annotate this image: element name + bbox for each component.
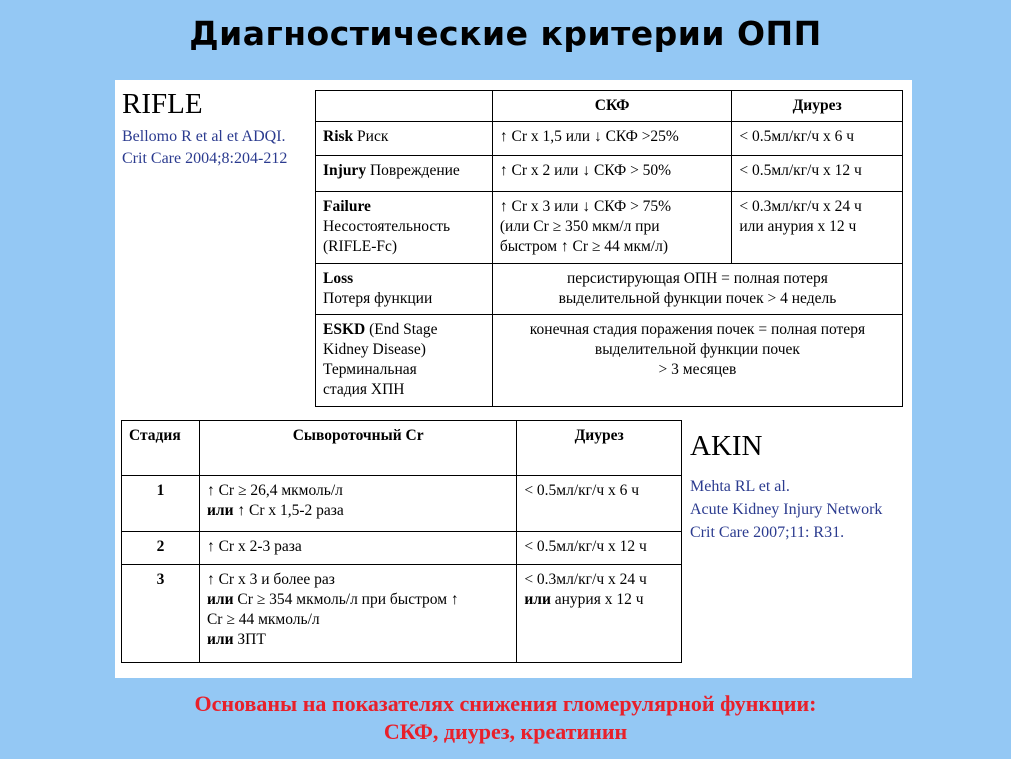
header-stage: Стадия — [122, 421, 200, 476]
table-row — [122, 565, 682, 663]
header-cr: Сывороточный Cr — [199, 421, 516, 476]
rifle-citation-line: Bellomo R et al et ADQI. — [122, 128, 286, 145]
akin-citation-line: Mehta RL et al. — [690, 478, 790, 495]
header-gfr: СКФ — [492, 91, 731, 122]
table-row — [316, 156, 903, 192]
row-name — [316, 122, 493, 156]
akin-citation-line: Acute Kidney Injury Network — [690, 501, 883, 518]
merged-line: персистирующая ОПН = полная потеря — [566, 270, 828, 287]
row-name-line: (RIFLE-Fc) — [323, 238, 398, 255]
rifle-citation-line: Crit Care 2004;8:204-212 — [122, 150, 288, 167]
diuresis-cell: < 0.5мл/кг/ч x 6 ч — [517, 476, 682, 532]
merged-line: конечная стадия поражения почек = полная потеря — [529, 321, 866, 338]
cr-cell — [199, 476, 516, 532]
diuresis-cell: < 0.5мл/кг/ч x 12 ч — [517, 532, 682, 565]
diuresis-cell — [732, 192, 903, 264]
header-empty — [316, 91, 493, 122]
row-name-bold: Loss — [323, 270, 354, 287]
akin-table — [121, 420, 682, 663]
cr-line: ↑ Cr ≥ 26,4 мкмоль/л — [206, 482, 343, 499]
cr-line: Cr ≥ 44 мкмоль/л — [206, 611, 320, 628]
or-bold: или — [206, 631, 234, 648]
diuresis-line: < 0.3мл/кг/ч x 24 ч — [739, 198, 862, 215]
merged-line: выделительной функции почек > 4 недель — [558, 290, 837, 307]
stage-cell: 2 — [122, 532, 200, 565]
diuresis-cell: < 0.5мл/кг/ч x 6 ч — [732, 122, 903, 156]
diuresis-cell — [517, 565, 682, 663]
row-name — [316, 156, 493, 192]
or-bold: или — [206, 591, 234, 608]
header-diuresis: Диурез — [732, 91, 903, 122]
footer-note — [0, 690, 1011, 746]
table-row — [316, 192, 903, 264]
cr-line: ↑ Cr x 3 и более раз — [206, 571, 335, 588]
merged-cell — [492, 264, 902, 315]
row-name-rest: Риск — [357, 128, 389, 145]
table-header-row — [316, 91, 903, 122]
rifle-citation — [122, 126, 287, 170]
diuresis-cell: < 0.5мл/кг/ч x 12 ч — [732, 156, 903, 192]
content-panel — [115, 80, 912, 678]
row-name-line: Терминальная — [323, 361, 417, 378]
header-diuresis: Диурез — [517, 421, 682, 476]
rifle-heading: RIFLE — [122, 88, 203, 120]
or-bold: или — [524, 591, 551, 608]
row-name-bold: Injury — [323, 162, 367, 179]
table-row — [122, 532, 682, 565]
footer-line: Основаны на показателях снижения гломерулярной функции: — [194, 691, 817, 716]
row-name — [316, 264, 493, 315]
row-name-line: Kidney Disease) — [323, 341, 426, 358]
row-name-line: стадия ХПН — [323, 381, 405, 398]
table-row — [316, 122, 903, 156]
cr-line: ↑ Cr x 1,5-2 раза — [237, 502, 344, 519]
row-name — [316, 192, 493, 264]
stage-cell: 1 — [122, 476, 200, 532]
cr-line: Cr ≥ 354 мкмоль/л при быстром ↑ — [237, 591, 459, 608]
row-name-line: Потеря функции — [323, 290, 433, 307]
cr-cell — [199, 565, 516, 663]
akin-citation — [690, 475, 882, 544]
table-row — [316, 264, 903, 315]
diuresis-line: < 0.3мл/кг/ч x 24 ч — [524, 571, 647, 588]
rifle-table — [315, 90, 903, 407]
row-name-rest: (End Stage — [369, 321, 438, 338]
cr-cell: ↑ Cr x 2-3 раза — [199, 532, 516, 565]
row-name-line: Несостоятельность — [323, 218, 451, 235]
gfr-line: (или Cr ≥ 350 мкм/л при — [499, 218, 660, 235]
gfr-line: ↑ Cr x 3 или ↓ СКФ > 75% — [499, 198, 672, 215]
diuresis-line: анурия x 12 ч — [554, 591, 644, 608]
diuresis-line: или анурия x 12 ч — [739, 218, 857, 235]
row-name-bold: Failure — [323, 198, 371, 215]
table-row — [316, 315, 903, 407]
table-row — [122, 476, 682, 532]
footer-line: СКФ, диурез, креатинин — [383, 719, 628, 744]
row-name-bold: Risk — [323, 128, 354, 145]
or-bold: или — [206, 502, 234, 519]
table-header-row — [122, 421, 682, 476]
gfr-cell: ↑ Cr x 2 или ↓ СКФ > 50% — [492, 156, 731, 192]
gfr-cell: ↑ Cr x 1,5 или ↓ СКФ >25% — [492, 122, 731, 156]
merged-cell — [492, 315, 902, 407]
gfr-line: быстром ↑ Cr ≥ 44 мкм/л) — [499, 238, 669, 255]
merged-line: > 3 месяцев — [658, 361, 737, 378]
gfr-cell — [492, 192, 731, 264]
row-name-bold: ESKD — [323, 321, 366, 338]
merged-line: выделительной функции почек — [594, 341, 800, 358]
stage-cell: 3 — [122, 565, 200, 663]
row-name — [316, 315, 493, 407]
akin-heading: AKIN — [690, 430, 763, 462]
row-name-rest: Повреждение — [369, 162, 460, 179]
slide-title: Диагностические критерии ОПП — [189, 14, 822, 53]
cr-line: ЗПТ — [237, 631, 266, 648]
akin-citation-line: Crit Care 2007;11: R31. — [690, 524, 845, 541]
